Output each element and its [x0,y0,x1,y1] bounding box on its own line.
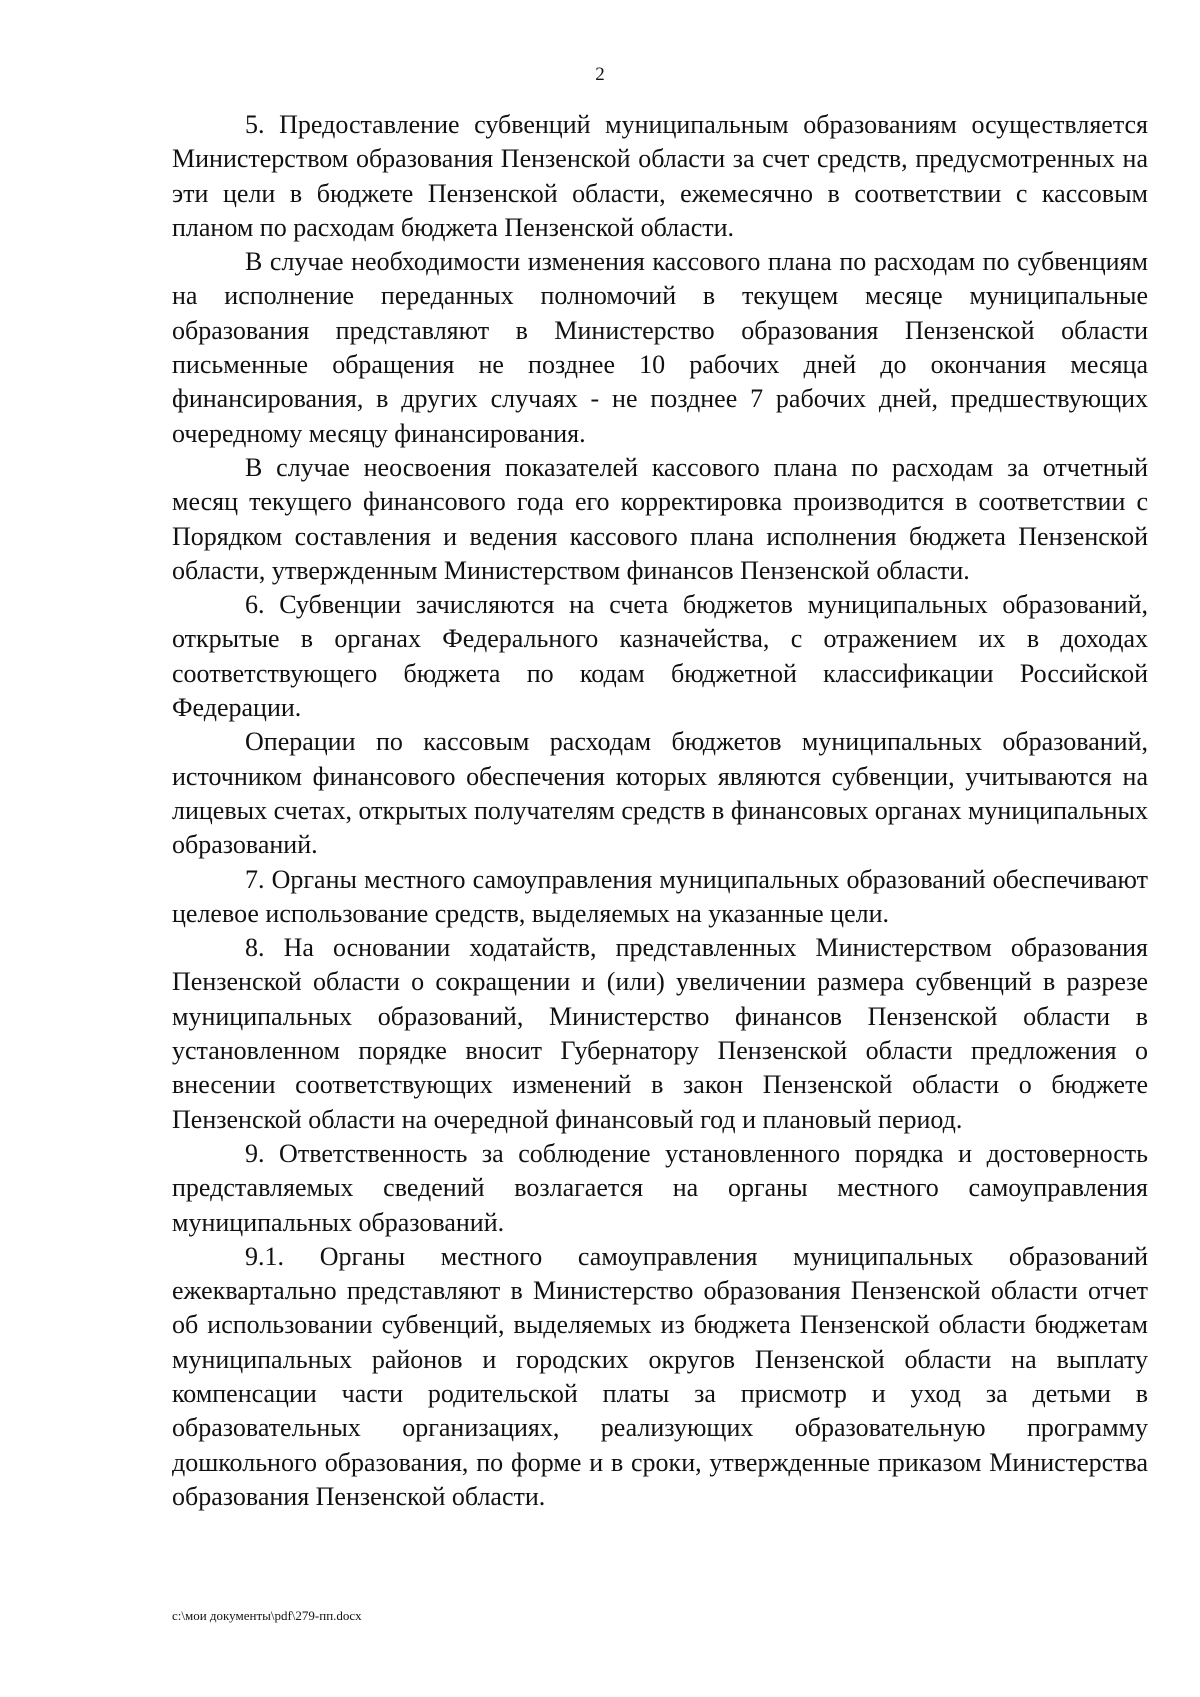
paragraph-5-cash-plan-change: В случае необходимости изменения кассового плана по расходам по субвенциям на исполнение переданных полномочий в текущем месяце муниципальные образования представляют в Министерство образования Пензенской области письменные обращения не позднее 10 рабочих дней до окончания месяца финансирования, в других случаях - не позднее 7 рабочих дней, предшествующих очередному месяцу финансирования. [172,247,1148,448]
paragraph-9: 9. Ответственность за соблюдение установленного порядка и достоверность представляемых сведений возлагается на органы местного самоуправления муниципальных образований. [172,1138,1148,1237]
document-body [172,108,1148,1514]
page-number: 2 [595,64,605,85]
footer-file-path: c:\мои документы\pdf\279-пп.docx [172,1608,362,1623]
paragraph-7: 7. Органы местного самоуправления муниципальных образований обеспечивают целевое использование средств, выделяемых на указанные цели. [172,864,1148,928]
paragraph-6-operations: Операции по кассовым расходам бюджетов муниципальных образований, источником финансового обеспечения которых являются субвенции, учитываются на лицевых счетах, открытых получателям средств в финансовых органах муниципальных образований. [172,727,1148,860]
paragraph-8: 8. На основании ходатайств, представленных Министерством образования Пензенской области о сокращении и (или) увеличении размера субвенций в разрезе муниципальных образований, Министерство финансов Пензенской области в установленном порядке вносит Губернатору Пензенской области предложения о внесении соответствующих изменений в закон Пензенской области о бюджете Пензенской области на очередной финансовый год и плановый период. [172,933,1148,1134]
paragraph-9-1: 9.1. Органы местного самоуправления муниципальных образований ежеквартально представляют в Министерство образования Пензенской области отчет об использовании субвенций, выделяемых из бюджета Пензенской области бюджетам муниципальных районов и городских округов Пензенской области на выплату компенсации части родительской платы за присмотр и уход за детьми в образовательных организациях, реализующих образовательную программу дошкольного образования, по форме и в сроки, утвержденные приказом Министерства образования Пензенской области. [172,1241,1148,1511]
paragraph-5-cash-plan-correction: В случае неосвоения показателей кассового плана по расходам за отчетный месяц текущего финансового года его корректировка производится в соответствии с Порядком составления и ведения кассового плана исполнения бюджета Пензенской области, утвержденным Министерством финансов Пензенской области. [172,452,1148,585]
paragraph-5: 5. Предоставление субвенций муниципальным образованиям осуществляется Министерством образования Пензенской области за счет средств, предусмотренных на эти цели в бюджете Пензенской области, ежемесячно в соответствии с кассовым планом по расходам бюджета Пензенской области. [172,110,1148,242]
paragraph-6: 6. Субвенции зачисляются на счета бюджетов муниципальных образований, открытые в органах Федерального казначейства, с отражением их в доходах соответствующего бюджета по кодам бюджетной классификации Российской Федерации. [172,590,1148,723]
